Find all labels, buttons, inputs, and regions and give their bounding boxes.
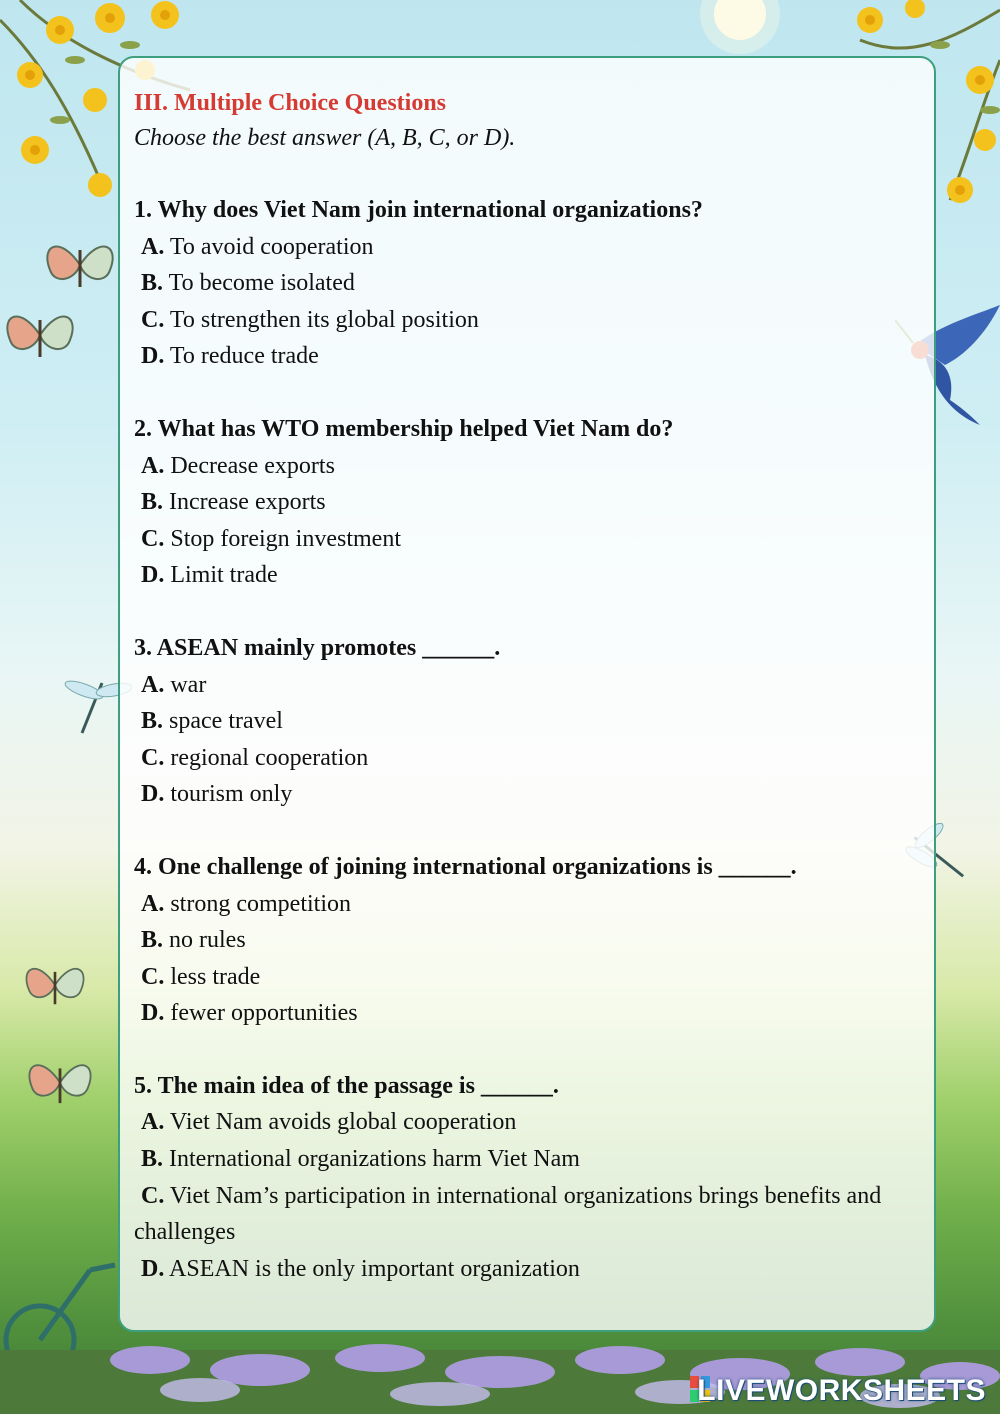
option-letter: B.: [141, 1146, 164, 1173]
option-letter: B.: [141, 927, 164, 954]
option-text: war: [170, 671, 207, 698]
option-d[interactable]: [134, 776, 894, 813]
option-text: Stop foreign investment: [170, 525, 401, 552]
question-stem: 4. One challenge of joining international organizations is ______.: [134, 853, 797, 880]
option-letter: C.: [141, 525, 165, 552]
question-5: [134, 1068, 894, 1288]
option-text: strong competition: [170, 890, 351, 917]
butterfly-icon: [0, 295, 80, 375]
question-stem: 5. The main idea of the passage is ______.: [134, 1072, 559, 1099]
option-letter: A.: [141, 1109, 165, 1136]
option-c[interactable]: [134, 521, 894, 558]
butterfly-icon: [15, 950, 95, 1020]
option-letter: C.: [141, 306, 165, 333]
option-text: fewer opportunities: [170, 1000, 358, 1027]
question-3: [134, 630, 894, 813]
option-text: no rules: [169, 927, 246, 954]
option-d[interactable]: [134, 995, 894, 1032]
option-text: Increase exports: [169, 489, 326, 516]
question-stem: 1. Why does Viet Nam join international organizations?: [134, 197, 703, 223]
option-d[interactable]: [134, 557, 894, 594]
question-stem: 3. ASEAN mainly promotes ______.: [134, 634, 501, 661]
option-text: To avoid cooperation: [169, 233, 374, 260]
option-letter: B.: [141, 489, 164, 516]
option-text: tourism only: [170, 781, 293, 808]
question-1: [134, 192, 894, 375]
option-b[interactable]: [134, 922, 894, 959]
option-text: regional cooperation: [170, 744, 369, 771]
worksheet-content: [134, 86, 894, 1287]
sun-decoration: [690, 0, 790, 60]
option-letter: D.: [141, 343, 165, 370]
option-letter: C.: [141, 744, 165, 771]
option-letter: A.: [141, 233, 165, 260]
option-c[interactable]: [134, 1178, 894, 1251]
option-text: To become isolated: [168, 270, 355, 297]
option-a[interactable]: [134, 667, 894, 704]
option-b[interactable]: [134, 1141, 894, 1178]
option-d[interactable]: [134, 1251, 894, 1288]
option-letter: B.: [141, 708, 164, 735]
butterfly-icon: [20, 1045, 100, 1120]
option-text: International organizations harm Viet Nam: [169, 1146, 580, 1173]
option-a[interactable]: [134, 448, 894, 485]
option-text: To reduce trade: [169, 343, 319, 370]
watermark: LIVEWORKSHEETS: [697, 1374, 986, 1407]
option-text: ASEAN is the only important organization: [169, 1255, 580, 1282]
question-2: [134, 411, 894, 594]
option-letter: D.: [141, 1255, 165, 1282]
section-title: III. Multiple Choice Questions: [134, 90, 447, 116]
option-letter: D.: [141, 1000, 165, 1027]
option-letter: A.: [141, 671, 165, 698]
option-text: Limit trade: [170, 562, 278, 589]
option-text: To strengthen its global position: [169, 306, 479, 333]
option-c[interactable]: [134, 302, 894, 339]
option-b[interactable]: [134, 265, 894, 302]
option-letter: A.: [141, 452, 165, 479]
question-stem: 2. What has WTO membership helped Viet Nam do?: [134, 415, 674, 442]
option-a[interactable]: [134, 229, 894, 266]
option-text: space travel: [169, 708, 283, 735]
option-c[interactable]: [134, 740, 894, 777]
option-letter: B.: [141, 270, 164, 297]
option-b[interactable]: [134, 703, 894, 740]
option-letter: A.: [141, 890, 165, 917]
instruction-text: Choose the best answer (A, B, C, or D).: [134, 125, 516, 151]
option-letter: C.: [141, 1182, 165, 1209]
option-letter: C.: [141, 963, 165, 990]
option-text: Viet Nam’s participation in international organizations brings benefits and challenges: [134, 1182, 882, 1246]
option-b[interactable]: [134, 484, 894, 521]
option-text: Viet Nam avoids global cooperation: [169, 1109, 517, 1136]
option-a[interactable]: [134, 886, 894, 923]
option-letter: D.: [141, 562, 165, 589]
option-a[interactable]: [134, 1104, 894, 1141]
question-4: [134, 849, 894, 1032]
butterfly-icon: [40, 225, 120, 305]
option-c[interactable]: [134, 959, 894, 996]
option-letter: D.: [141, 781, 165, 808]
option-text: Decrease exports: [170, 452, 335, 479]
option-d[interactable]: [134, 338, 894, 375]
option-text: less trade: [170, 963, 261, 990]
